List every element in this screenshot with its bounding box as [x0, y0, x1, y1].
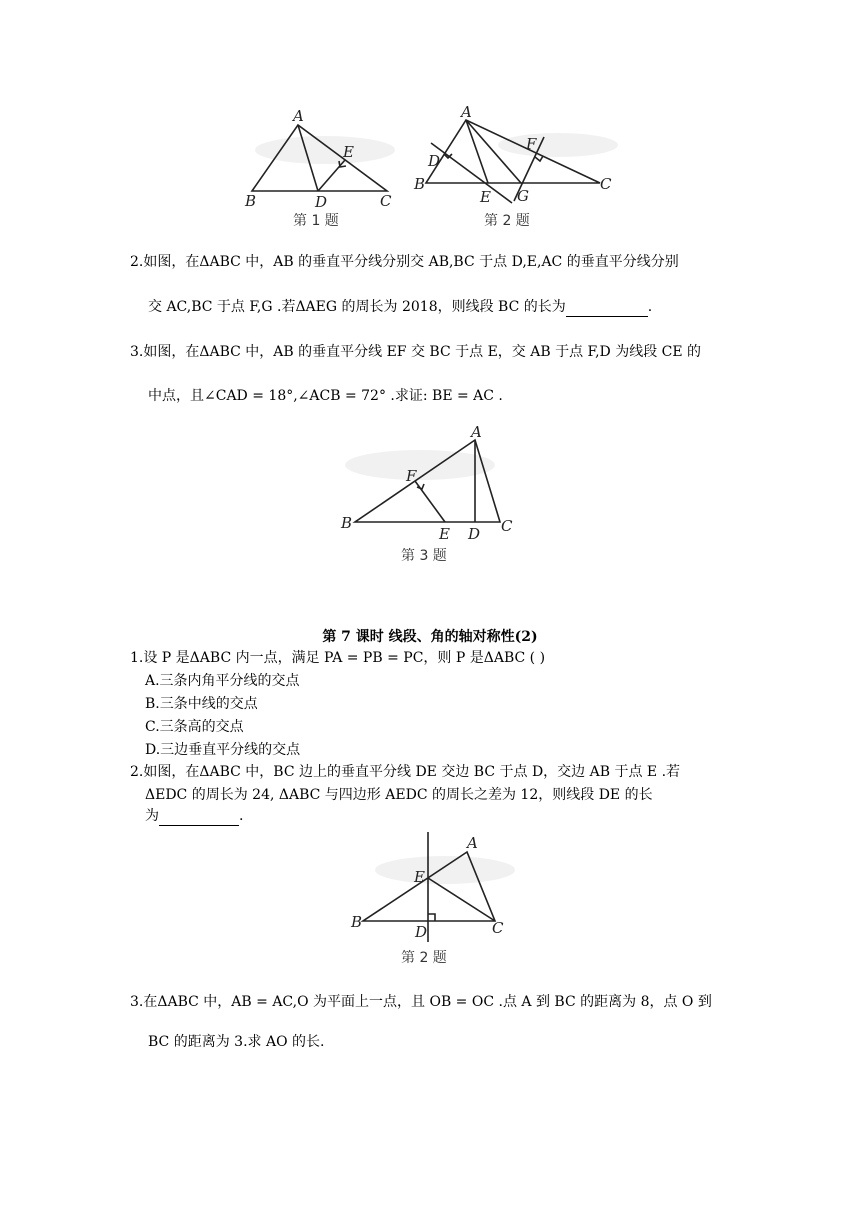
figure-3: [335, 425, 535, 575]
option-b[interactable]: B.三条中线的交点: [145, 696, 258, 712]
svg-text:F: F: [406, 467, 417, 485]
s2-q1: 1.设 P 是ΔABC 内一点，满足 PA = PB = PC，则 P 是ΔABC ( ): [130, 650, 546, 666]
lesson-title: 第 7 课时 线段、角的轴对称性(2): [322, 629, 538, 645]
figure-2-caption: 第 2 题: [484, 213, 530, 229]
s1-q2-line2: 交 AC,BC 于点 F,G .若ΔAEG 的周长为 2018，则线段 BC 的长为 .: [148, 299, 653, 315]
answer-blank[interactable]: [566, 302, 648, 317]
figure-1: [235, 105, 405, 230]
svg-text:E: E: [414, 868, 425, 886]
figure-2: [408, 105, 623, 230]
s2-q2-line1: 2.如图，在ΔABC 中，BC 边上的垂直平分线 DE 交边 BC 于点 D，交边 AB 于点 E .若: [130, 764, 681, 780]
svg-text:E: E: [480, 188, 491, 206]
svg-text:E: E: [343, 143, 354, 161]
svg-text:D: D: [468, 525, 481, 543]
svg-text:B: B: [351, 913, 363, 931]
figure-4-caption: 第 2 题: [401, 950, 447, 966]
svg-text:D: D: [428, 152, 441, 170]
s1-q3-line2: 中点，且∠CAD = 18°,∠ACB = 72° .求证: BE = AC .: [148, 388, 503, 404]
s2-q2-line3: 为 .: [145, 808, 244, 824]
s1-q3-line1: 3.如图，在ΔABC 中，AB 的垂直平分线 EF 交 BC 于点 E，交 AB 于点 F,D 为线段 CE 的: [130, 344, 702, 360]
svg-text:F: F: [526, 135, 537, 153]
svg-text:G: G: [517, 187, 529, 205]
svg-text:D: D: [315, 193, 328, 211]
svg-text:C: C: [501, 517, 513, 535]
figure-1-caption: 第 1 题: [293, 213, 339, 229]
answer-blank[interactable]: [159, 811, 239, 826]
s1-q2-line1: 2.如图，在ΔABC 中，AB 的垂直平分线分别交 AB,BC 于点 D,E,AC 的垂直平分线分别: [130, 254, 679, 270]
svg-text:C: C: [380, 192, 392, 210]
option-a[interactable]: A.三条内角平分线的交点: [145, 673, 300, 689]
svg-text:E: E: [439, 525, 450, 543]
s2-q2-line2: ΔEDC 的周长为 24, ΔABC 与四边形 AEDC 的周长之差为 12，则线段 DE 的长: [145, 787, 653, 803]
svg-text:A: A: [467, 834, 478, 852]
svg-text:A: A: [293, 107, 304, 125]
svg-text:B: B: [341, 514, 353, 532]
option-c[interactable]: C.三条高的交点: [145, 719, 244, 735]
s2-q3-line1: 3.在ΔABC 中，AB = AC,O 为平面上一点，且 OB = OC .点 A 到 BC 的距离为 8，点 O 到: [130, 994, 712, 1010]
svg-text:A: A: [461, 103, 472, 121]
svg-text:B: B: [245, 192, 257, 210]
svg-text:A: A: [471, 423, 482, 441]
s2-q3-line2: BC 的距离为 3.求 AO 的长.: [148, 1034, 325, 1050]
option-d[interactable]: D.三边垂直平分线的交点: [145, 742, 301, 758]
figure-3-caption: 第 3 题: [401, 548, 447, 564]
svg-text:D: D: [415, 923, 428, 941]
svg-text:C: C: [492, 919, 504, 937]
figure-4: [345, 830, 525, 975]
svg-text:C: C: [600, 175, 612, 193]
svg-text:B: B: [414, 175, 426, 193]
